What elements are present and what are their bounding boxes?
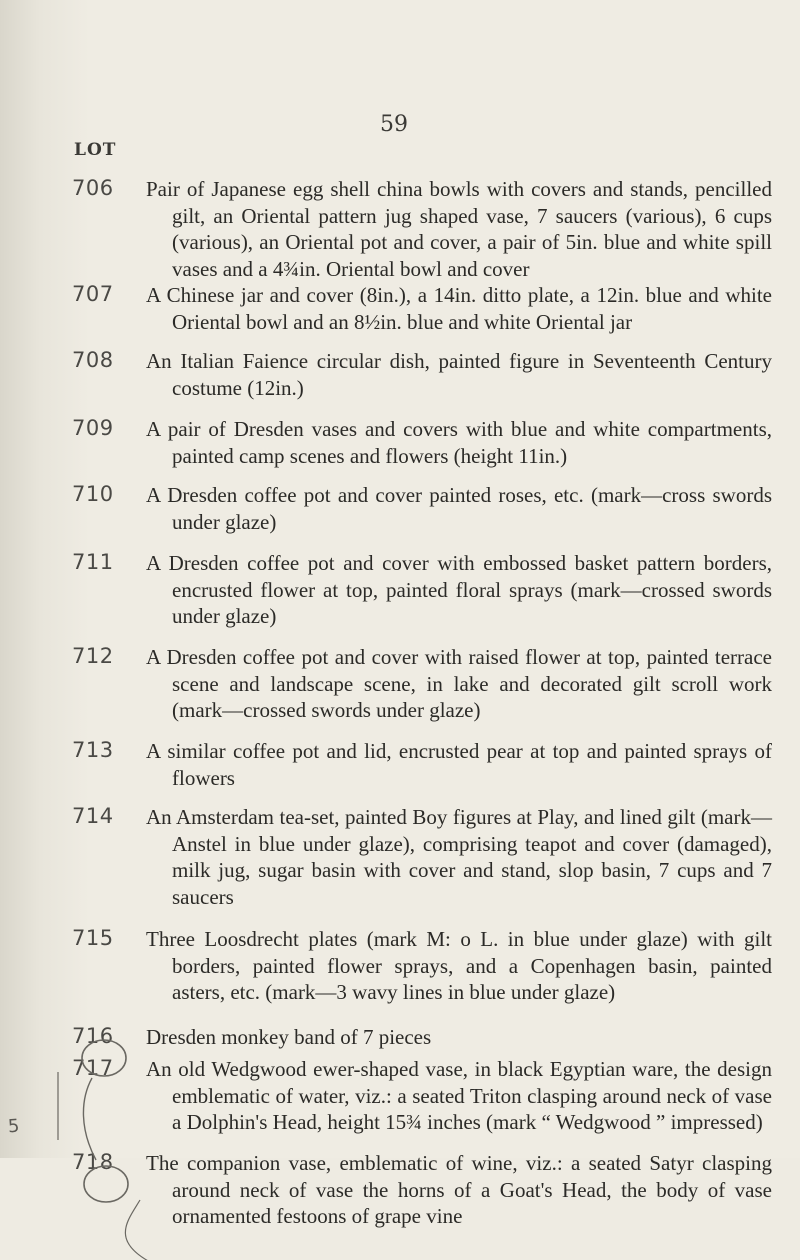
lot-number: 712 — [72, 644, 114, 668]
lot-description: A similar coffee pot and lid, encrusted pear at top and painted sprays of flowers — [146, 739, 772, 790]
lot-number: 714 — [72, 804, 114, 828]
lot-description: A Dresden coffee pot and cover with raised flower at top, painted terrace scene and landscape scene, in lake and decorated gilt scroll work (mark—crossed swords under glaze) — [146, 645, 772, 722]
lot-description: An Amsterdam tea-set, painted Boy figures at Play, and lined gilt (mark—Anstel in blue under glaze), comprising teapot and cover (damaged), milk jug, sugar basin with cover and stand, slop basin, 7 cups and 7 saucers — [146, 805, 772, 909]
lot-description: A pair of Dresden vases and covers with blue and white compartments, painted camp scenes and flowers (height 11in.) — [146, 417, 772, 468]
lot-description: The companion vase, emblematic of wine, viz.: a seated Satyr clasping around neck of vase the horns of a Goat's Head, the body of vase ornamented festoons of grape vine — [146, 1151, 772, 1228]
lot-number: 706 — [72, 176, 114, 200]
lot-description: A Dresden coffee pot and cover with embossed basket pattern borders, encrusted flower at top, painted floral sprays (mark—crossed swords under glaze) — [146, 551, 772, 628]
page-number: 59 — [380, 112, 408, 137]
lot-column-heading: LOT — [74, 140, 117, 160]
lot-number: 715 — [72, 926, 114, 950]
lot-number: 709 — [72, 416, 114, 440]
lot-number: 716 — [72, 1024, 114, 1048]
lot-number: 708 — [72, 348, 114, 372]
lot-number: 707 — [72, 282, 114, 306]
lot-description: Three Loosdrecht plates (mark M: o L. in blue under glaze) with gilt borders, painted flower sprays, and a Copenhagen basin, painted asters, etc. (mark—3 wavy lines in blue under glaze) — [146, 927, 772, 1004]
lot-description: A Dresden coffee pot and cover painted roses, etc. (mark—cross swords under glaze) — [146, 483, 772, 534]
lot-number: 717 — [72, 1056, 114, 1080]
lot-description: An old Wedgwood ewer-shaped vase, in black Egyptian ware, the design emblematic of water, viz.: a seated Triton clasping around neck of vase a Dolphin's Head, height 15¾ inches (mark “ Wedgwood ” impressed) — [146, 1057, 772, 1134]
lot-number: 710 — [72, 482, 114, 506]
lot-description: An Italian Faience circular dish, painted figure in Seventeenth Century costume (12in.) — [146, 349, 772, 400]
margin-note: 5 — [7, 1115, 21, 1138]
lot-number: 713 — [72, 738, 114, 762]
lot-number: 718 — [72, 1150, 114, 1174]
lot-number: 711 — [72, 550, 114, 574]
lot-description: Dresden monkey band of 7 pieces — [146, 1025, 432, 1049]
lot-description: Pair of Japanese egg shell china bowls with covers and stands, pencilled gilt, an Oriental pattern jug shaped vase, 7 saucers (various), 6 cups (various), an Oriental pot and cover, a pair of 5in. blue and white spill vases and a 4¾in. Oriental bowl and cover — [146, 177, 772, 281]
lot-description: A Chinese jar and cover (8in.), a 14in. ditto plate, a 12in. blue and white Oriental bowl and an 8½in. blue and white Oriental jar — [146, 283, 772, 334]
